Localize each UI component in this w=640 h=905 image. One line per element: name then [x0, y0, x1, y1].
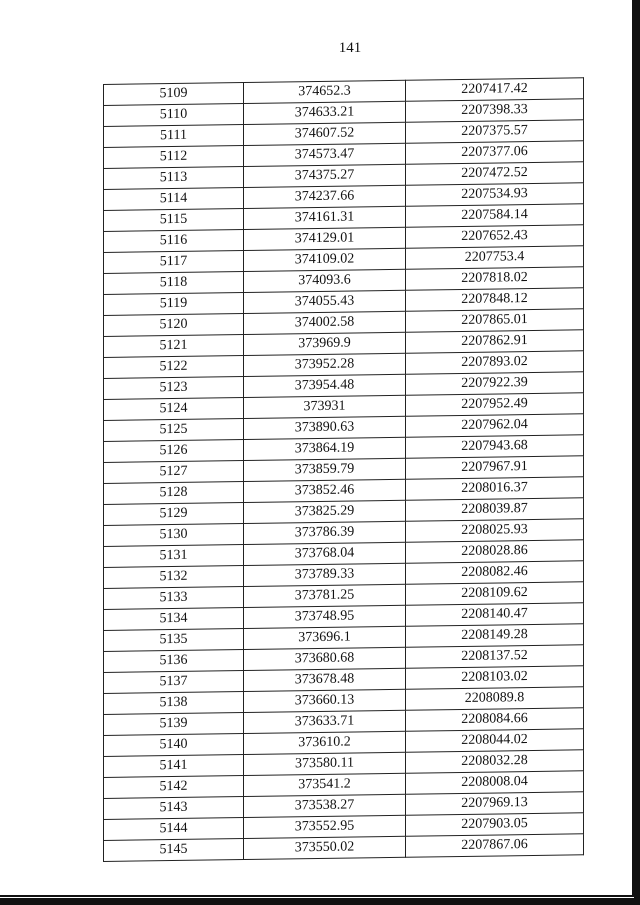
point-id-cell: 5138 — [104, 692, 244, 715]
y-coordinate-cell: 2208025.93 — [406, 519, 584, 542]
table-body — [104, 78, 584, 862]
x-coordinate-cell: 373864.19 — [244, 437, 406, 460]
x-coordinate-cell: 373786.39 — [244, 521, 406, 544]
y-coordinate-cell: 2207417.42 — [406, 78, 584, 101]
scan-edge-right — [634, 0, 640, 905]
point-id-cell: 5110 — [104, 104, 244, 127]
point-id-cell: 5128 — [104, 482, 244, 505]
x-coordinate-cell: 374652.3 — [244, 80, 406, 103]
y-coordinate-cell: 2207584.14 — [406, 204, 584, 227]
x-coordinate-cell: 373696.1 — [244, 626, 406, 649]
point-id-cell: 5120 — [104, 314, 244, 337]
y-coordinate-cell: 2207753.4 — [406, 246, 584, 269]
point-id-cell: 5127 — [104, 461, 244, 484]
x-coordinate-cell: 374002.58 — [244, 311, 406, 334]
point-id-cell: 5134 — [104, 608, 244, 631]
x-coordinate-cell: 374375.27 — [244, 164, 406, 187]
point-id-cell: 5143 — [104, 797, 244, 820]
y-coordinate-cell: 2208044.02 — [406, 729, 584, 752]
x-coordinate-cell: 373538.27 — [244, 794, 406, 817]
x-coordinate-cell: 373768.04 — [244, 542, 406, 565]
x-coordinate-cell: 373890.63 — [244, 416, 406, 439]
point-id-cell: 5122 — [104, 356, 244, 379]
y-coordinate-cell: 2207472.52 — [406, 162, 584, 185]
x-coordinate-cell: 373580.11 — [244, 752, 406, 775]
point-id-cell: 5114 — [104, 188, 244, 211]
y-coordinate-cell: 2207893.02 — [406, 351, 584, 374]
y-coordinate-cell: 2207848.12 — [406, 288, 584, 311]
point-id-cell: 5131 — [104, 545, 244, 568]
x-coordinate-cell: 374129.01 — [244, 227, 406, 250]
point-id-cell: 5115 — [104, 209, 244, 232]
point-id-cell: 5121 — [104, 335, 244, 358]
point-id-cell: 5129 — [104, 503, 244, 526]
x-coordinate-cell: 373660.13 — [244, 689, 406, 712]
page-number: 141 — [338, 40, 362, 56]
y-coordinate-cell: 2208103.02 — [406, 666, 584, 689]
point-id-cell: 5111 — [104, 125, 244, 148]
x-coordinate-cell: 373789.33 — [244, 563, 406, 586]
y-coordinate-cell: 2208089.8 — [406, 687, 584, 710]
x-coordinate-cell: 374093.6 — [244, 269, 406, 292]
point-id-cell: 5137 — [104, 671, 244, 694]
point-id-cell: 5117 — [104, 251, 244, 274]
x-coordinate-cell: 373552.95 — [244, 815, 406, 838]
x-coordinate-cell: 374109.02 — [244, 248, 406, 271]
x-coordinate-cell: 373954.48 — [244, 374, 406, 397]
x-coordinate-cell: 374607.52 — [244, 122, 406, 145]
point-id-cell: 5109 — [104, 83, 244, 106]
scan-edge-bottom — [0, 898, 640, 905]
x-coordinate-cell: 374633.21 — [244, 101, 406, 124]
y-coordinate-cell: 2207377.06 — [406, 141, 584, 164]
x-coordinate-cell: 373952.28 — [244, 353, 406, 376]
y-coordinate-cell: 2207862.91 — [406, 330, 584, 353]
x-coordinate-cell: 373969.9 — [244, 332, 406, 355]
y-coordinate-cell: 2207867.06 — [406, 834, 584, 857]
y-coordinate-cell: 2208084.66 — [406, 708, 584, 731]
y-coordinate-cell: 2208028.86 — [406, 540, 584, 563]
point-id-cell: 5125 — [104, 419, 244, 442]
y-coordinate-cell: 2208137.52 — [406, 645, 584, 668]
point-id-cell: 5132 — [104, 566, 244, 589]
y-coordinate-cell: 2208039.87 — [406, 498, 584, 521]
x-coordinate-cell: 373748.95 — [244, 605, 406, 628]
x-coordinate-cell: 374055.43 — [244, 290, 406, 313]
x-coordinate-cell: 374573.47 — [244, 143, 406, 166]
point-id-cell: 5133 — [104, 587, 244, 610]
x-coordinate-cell: 373931 — [244, 395, 406, 418]
point-id-cell: 5118 — [104, 272, 244, 295]
y-coordinate-cell: 2207534.93 — [406, 183, 584, 206]
point-id-cell: 5113 — [104, 167, 244, 190]
y-coordinate-cell: 2207922.39 — [406, 372, 584, 395]
y-coordinate-cell: 2207865.01 — [406, 309, 584, 332]
x-coordinate-cell: 373550.02 — [244, 836, 406, 859]
y-coordinate-cell: 2207969.13 — [406, 792, 584, 815]
point-id-cell: 5126 — [104, 440, 244, 463]
point-id-cell: 5144 — [104, 818, 244, 841]
y-coordinate-cell: 2207652.43 — [406, 225, 584, 248]
x-coordinate-cell: 373859.79 — [244, 458, 406, 481]
point-id-cell: 5145 — [104, 839, 244, 862]
y-coordinate-cell: 2207943.68 — [406, 435, 584, 458]
y-coordinate-cell: 2208032.28 — [406, 750, 584, 773]
x-coordinate-cell: 373781.25 — [244, 584, 406, 607]
x-coordinate-cell: 373678.48 — [244, 668, 406, 691]
y-coordinate-cell: 2208008.04 — [406, 771, 584, 794]
y-coordinate-cell: 2207962.04 — [406, 414, 584, 437]
point-id-cell: 5112 — [104, 146, 244, 169]
y-coordinate-cell: 2208016.37 — [406, 477, 584, 500]
coordinates-table — [103, 77, 584, 862]
y-coordinate-cell: 2207967.91 — [406, 456, 584, 479]
point-id-cell: 5116 — [104, 230, 244, 253]
x-coordinate-cell: 373633.71 — [244, 710, 406, 733]
coordinates-table-container — [103, 77, 583, 858]
x-coordinate-cell: 373680.68 — [244, 647, 406, 670]
point-id-cell: 5123 — [104, 377, 244, 400]
y-coordinate-cell: 2208082.46 — [406, 561, 584, 584]
point-id-cell: 5136 — [104, 650, 244, 673]
x-coordinate-cell: 374161.31 — [244, 206, 406, 229]
point-id-cell: 5139 — [104, 713, 244, 736]
x-coordinate-cell: 374237.66 — [244, 185, 406, 208]
x-coordinate-cell: 373825.29 — [244, 500, 406, 523]
point-id-cell: 5130 — [104, 524, 244, 547]
point-id-cell: 5124 — [104, 398, 244, 421]
point-id-cell: 5135 — [104, 629, 244, 652]
y-coordinate-cell: 2207952.49 — [406, 393, 584, 416]
x-coordinate-cell: 373852.46 — [244, 479, 406, 502]
y-coordinate-cell: 2208109.62 — [406, 582, 584, 605]
x-coordinate-cell: 373541.2 — [244, 773, 406, 796]
point-id-cell: 5141 — [104, 755, 244, 778]
y-coordinate-cell: 2208140.47 — [406, 603, 584, 626]
y-coordinate-cell: 2207375.57 — [406, 120, 584, 143]
point-id-cell: 5142 — [104, 776, 244, 799]
y-coordinate-cell: 2207818.02 — [406, 267, 584, 290]
point-id-cell: 5119 — [104, 293, 244, 316]
point-id-cell: 5140 — [104, 734, 244, 757]
x-coordinate-cell: 373610.2 — [244, 731, 406, 754]
y-coordinate-cell: 2207398.33 — [406, 99, 584, 122]
y-coordinate-cell: 2207903.05 — [406, 813, 584, 836]
y-coordinate-cell: 2208149.28 — [406, 624, 584, 647]
